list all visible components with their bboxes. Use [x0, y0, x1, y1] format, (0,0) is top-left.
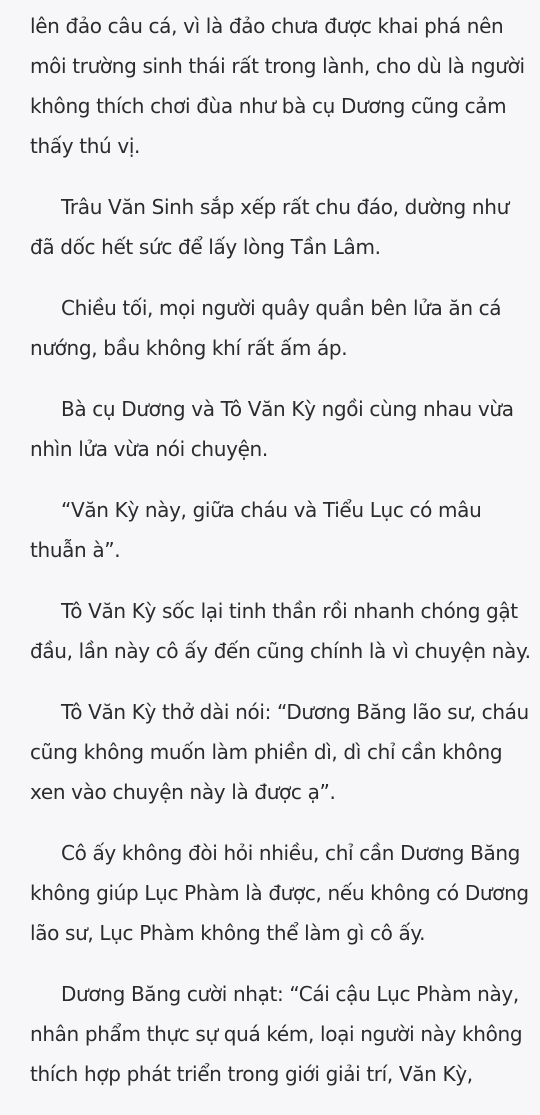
text-line: nhìn lửa vừa nói chuyện. [30, 437, 268, 461]
paragraph [30, 591, 531, 671]
text-line: Chiều tối, mọi người quây quần bên lửa ăn cá [61, 296, 502, 320]
text-line: thích hợp phát triển trong giới giải trí, Văn Kỳ, [30, 1062, 473, 1086]
text-line: Dương Băng cười nhạt: “Cái cậu Lục Phàm này, [61, 982, 519, 1006]
text-line: lão sư, Lục Phàm không thể làm gì cô ấy. [30, 921, 426, 945]
text-line: Tô Văn Kỳ sốc lại tinh thần rồi nhanh chóng gật [61, 599, 518, 623]
text-line: đã dốc hết sức để lấy lòng Tần Lâm. [30, 235, 381, 259]
paragraph [30, 974, 523, 1094]
paragraph [30, 692, 529, 812]
paragraph [30, 6, 525, 166]
story-text [30, 6, 531, 1115]
text-line: đầu, lần này cô ấy đến cũng chính là vì chuyện này. [30, 639, 531, 663]
text-line: “Văn Kỳ này, giữa cháu và Tiểu Lục có mâu [61, 498, 482, 522]
text-line: cũng không muốn làm phiền dì, dì chỉ cần không [30, 740, 503, 764]
text-line: môi trường sinh thái rất trong lành, cho dù là người [30, 54, 525, 78]
text-line: nướng, bầu không khí rất ấm áp. [30, 336, 348, 360]
text-line: Bà cụ Dương và Tô Văn Kỳ ngồi cùng nhau vừa [61, 397, 514, 421]
text-line: lên đảo câu cá, vì là đảo chưa được khai phá nên [30, 14, 504, 38]
text-line: Cô ấy không đòi hỏi nhiều, chỉ cần Dương Băng [61, 841, 521, 865]
paragraph [30, 187, 515, 267]
paragraph [30, 833, 529, 953]
paragraph [30, 288, 515, 368]
paragraph [30, 490, 515, 570]
paragraph [30, 389, 515, 469]
text-line: Tô Văn Kỳ thở dài nói: “Dương Băng lão sư, cháu [61, 700, 529, 724]
text-line: thấy thú vị. [30, 134, 141, 158]
text-line: không giúp Lục Phàm là được, nếu không có Dương [30, 881, 529, 905]
text-line: nhân phẩm thực sự quá kém, loại người này không [30, 1022, 523, 1046]
text-line: không thích chơi đùa như bà cụ Dương cũng cảm [30, 94, 507, 118]
text-line: Trâu Văn Sinh sắp xếp rất chu đáo, dường như [61, 195, 509, 219]
text-line: thuẫn à”. [30, 538, 121, 562]
text-line: xen vào chuyện này là được ạ”. [30, 780, 336, 804]
